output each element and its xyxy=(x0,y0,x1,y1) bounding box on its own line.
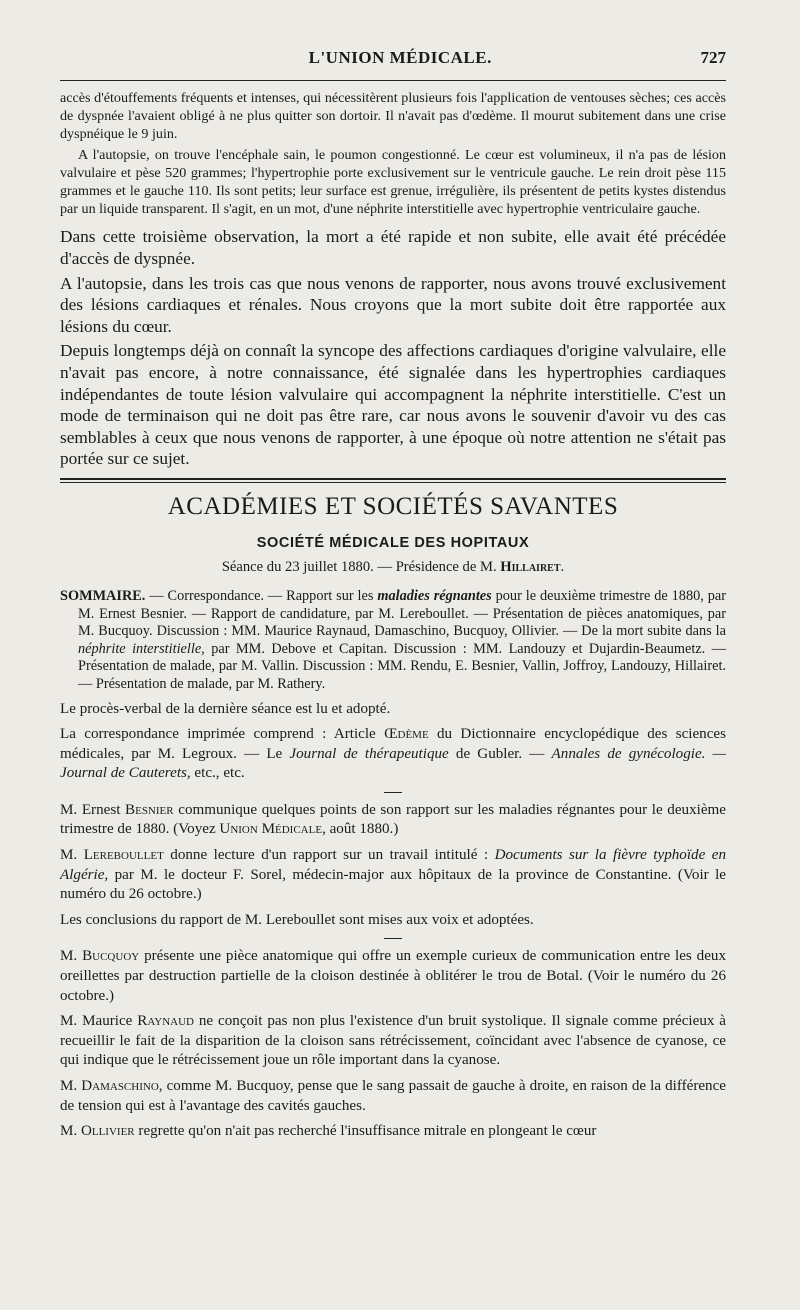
body-paragraph: M. Lereboullet donne lecture d'un rapport sur un travail intitulé : Documents sur la fièvre typhoïde en Algérie, par M. le docteur F. Sorel, médecin-major aux hôpitaux de la province de Constantine. (Voir le numéro du 26 octobre.) xyxy=(60,847,727,903)
journal-title: L'UNION MÉDICALE. xyxy=(308,48,492,67)
header-rule xyxy=(60,80,726,81)
large-print-block xyxy=(60,226,726,470)
body-paragraph: M. Maurice Raynaud ne conçoit pas non plus l'existence d'un bruit systolique. Il signale comme précieux à recueillir le fait de la disparition de la cloison sans rétrécissement, coïncidant avec l'absence de cyanose, ce qui indique que le rétrécissement joue un rôle important dans la cyanose. xyxy=(60,1013,727,1069)
large-paragraph: A l'autopsie, dans les trois cas que nous venons de rapporter, nous avons trouvé exclusivement des lésions cardiaques et rénales. Nous croyons que la mort subite doit être rapportée aux lésions du cœur. xyxy=(60,273,726,336)
proceedings-text xyxy=(60,700,726,1142)
society-heading: SOCIÉTÉ MÉDICALE DES HOPITAUX xyxy=(256,534,530,551)
body-paragraph: M. Ollivier regrette qu'on n'ait pas recherché l'insuffisance mitrale en plongeant le cœur xyxy=(60,1123,597,1140)
page-number: 727 xyxy=(700,48,726,67)
president-name: Hillairet xyxy=(500,558,561,575)
section-title: ACADÉMIES ET SOCIÉTÉS SAVANTES xyxy=(167,492,619,520)
section-rule xyxy=(60,478,726,483)
small-print-block xyxy=(60,89,726,218)
small-paragraph: accès d'étouffements fréquents et intenses, qui nécessitèrent plusieurs fois l'application de ventouses sèches; ces accès de dyspnée l'avaient obligé à ne plus quitter son dortoir. Il n'avait pas d'œdème. Il mourut subitement dans une crise dyspnéique le 9 juin. xyxy=(60,90,726,143)
running-head xyxy=(60,48,726,78)
journal-page xyxy=(60,48,726,1142)
body-paragraph: M. Damaschino, comme M. Bucquoy, pense que le sang passait de gauche à droite, en raison de la différence de tension qui est à l'avantage des cavités gauches. xyxy=(60,1078,726,1114)
separator-dash xyxy=(384,792,402,793)
body-paragraph: Les conclusions du rapport de M. Lereboullet sont mises aux voix et adoptées. xyxy=(60,911,534,928)
summary-paragraph: SOMMAIRE. — Correspondance. — Rapport sur les maladies régnantes pour le deuxième trimestre de 1880, par M. Ernest Besnier. — Rapport de candidature, par M. Lereboullet. — Présentation de pièces anatomiques, par M. Bucquoy. Discussion : MM. Maurice Raynaud, Damaschino, Bucquoy, Ollivier. — De la mort subite dans la néphrite interstitielle, par MM. Debove et Capitan. Discussion : MM. Landouzy et Dujardin-Beaumetz. — Présentation de malade, par M. Vallin. Discussion : MM. Rendu, E. Besnier, Vallin, Joffroy, Landouzy, Hillairet. — Présentation de malade, par M. Rathery. xyxy=(60,587,727,692)
body-paragraph: La correspondance imprimée comprend : Article Œdème du Dictionnaire encyclopédique des sciences médicales, par M. Legroux. — Le Journal de thérapeutique de Gubler. — Annales de gynécologie. — Journal de Cauterets, etc., etc. xyxy=(60,726,726,782)
body-paragraph: Le procès-verbal de la dernière séance est lu et adopté. xyxy=(60,700,391,717)
separator-dash xyxy=(384,938,402,939)
small-paragraph: A l'autopsie, on trouve l'encéphale sain, le poumon congestionné. Le cœur est volumineux, il n'a pas de lésion valvulaire et pèse 520 grammes; l'hypertrophie porte exclusivement sur le ventricule gauche. Le rein droit pèse 115 grammes et le gauche 110. Ils sont petits; leur surface est grenue, irrégulière, ils présentent de petits kystes distendus par un liquide transparent. Il s'agit, en un mot, d'une néphrite interstitielle avec hypertrophie ventriculaire gauche. xyxy=(60,146,726,218)
body-paragraph: M. Bucquoy présente une pièce anatomique qui offre un exemple curieux de communication entre les deux oreillettes par destruction partielle de la cloison destinée à oblitérer le trou de Botal. (Voir le numéro du 26 octobre.) xyxy=(60,948,727,1004)
large-paragraph: Dans cette troisième observation, la mort a été rapide et non subite, elle avait été précédée d'accès de dyspnée. xyxy=(60,227,726,269)
session-line: Séance du 23 juillet 1880. — Présidence de M. Hillairet. xyxy=(221,558,565,575)
summary-label: SOMMAIRE. xyxy=(60,587,146,604)
body-paragraph: M. Ernest Besnier communique quelques points de son rapport sur les maladies régnantes pour le deuxième trimestre de 1880. (Voyez Union Médicale, août 1880.) xyxy=(60,801,726,838)
large-paragraph: Depuis longtemps déjà on connaît la syncope des affections cardiaques d'origine valvulaire, elle n'avait pas encore, à notre connaissance, été signalée dans les hypertrophies cardiaques indépendantes de toute lésion valvulaire qui accompagnent la néphrite interstitielle. C'est un mode de terminaison qui ne doit pas être rare, car nous avons le souvenir d'avoir vu des cas semblables à ceux que nous venons de rapporter, à une époque où notre attention ne s'était pas portée sur ce sujet. xyxy=(60,341,726,469)
